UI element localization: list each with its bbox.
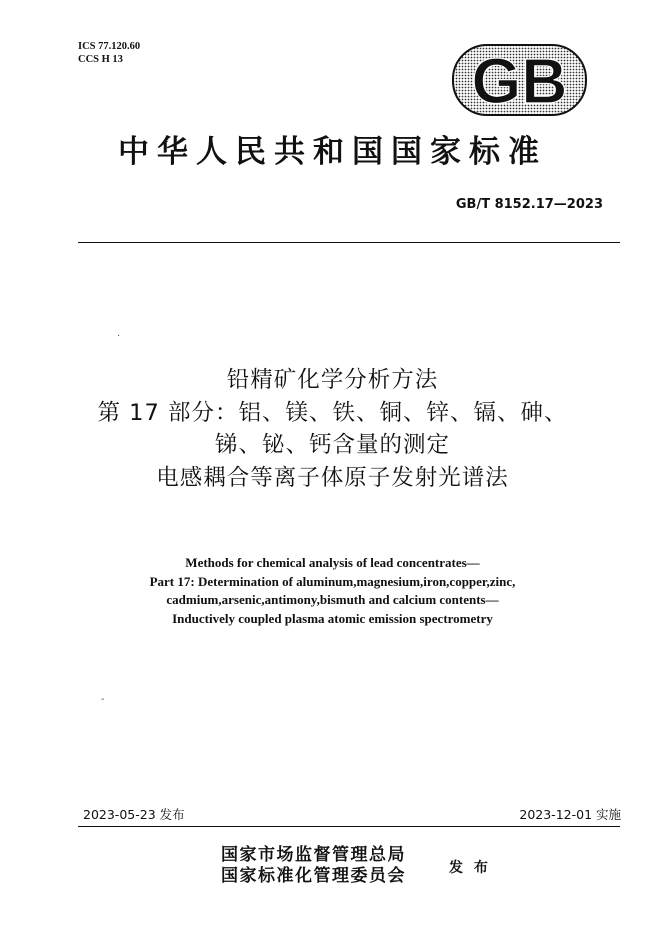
implementation-date: 2023-12-01 实施 xyxy=(519,807,621,822)
classification-codes xyxy=(78,40,140,66)
bottom-divider xyxy=(78,826,620,827)
issue-date: 2023-05-23 发布 xyxy=(83,807,185,822)
english-title xyxy=(0,554,665,628)
standard-category: 中华人民共和国国家标准 xyxy=(118,134,547,170)
chinese-title xyxy=(0,364,665,494)
chinese-title-line: 电感耦合等离子体原子发射光谱法 xyxy=(156,464,509,491)
english-title-line: Methods for chemical analysis of lead concentrates— xyxy=(185,555,480,570)
ics-code: ICS 77.120.60 xyxy=(78,41,141,52)
issuer-line: 国家标准化管理委员会 xyxy=(221,866,406,886)
issuing-authorities xyxy=(221,845,406,887)
english-title-line: Part 17: Determination of aluminum,magnesium,iron,copper,zinc, xyxy=(149,573,516,589)
scan-mark: . xyxy=(117,328,121,339)
gb-logo-text: GB xyxy=(471,45,568,116)
scan-mark: - xyxy=(101,694,105,705)
gb-logo xyxy=(452,44,587,116)
chinese-title-line: 第 17 部分：铝、镁、铁、铜、锌、镉、砷、 xyxy=(97,399,568,426)
chinese-title-line: 锑、铋、钙含量的测定 xyxy=(214,432,450,458)
issuer-line: 国家市场监督管理总局 xyxy=(221,845,406,865)
english-title-line: Inductively coupled plasma atomic emission spectrometry xyxy=(172,610,493,626)
issue-label: 发 布 xyxy=(449,860,491,876)
english-title-line: cadmium,arsenic,antimony,bismuth and calcium contents— xyxy=(166,592,499,608)
ccs-code: CCS H 13 xyxy=(78,54,123,65)
standard-number: GB/T 8152.17—2023 xyxy=(455,197,603,212)
top-divider xyxy=(78,242,620,243)
chinese-title-line: 铅精矿化学分析方法 xyxy=(226,367,439,393)
